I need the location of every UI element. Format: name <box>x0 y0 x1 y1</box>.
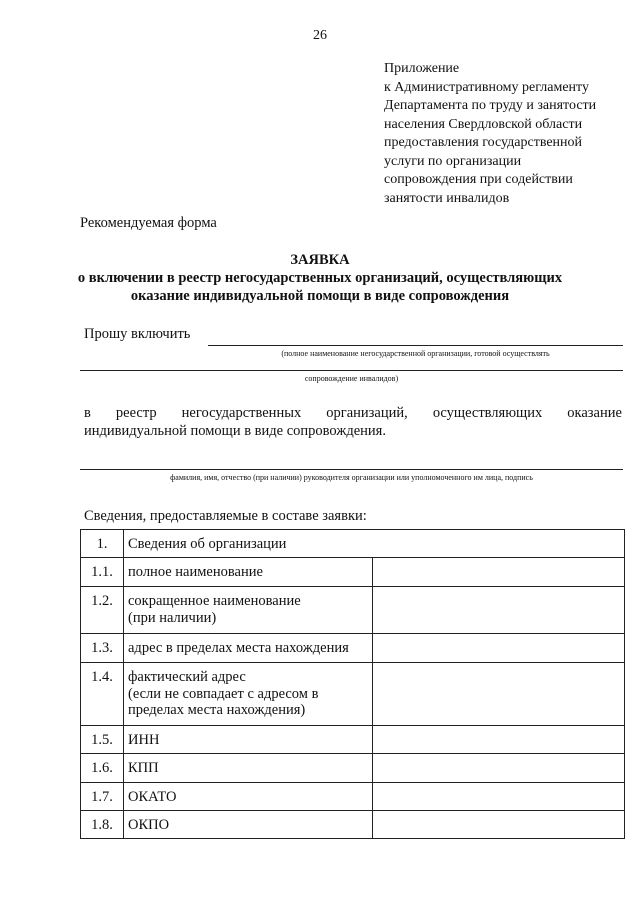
row-label-line: сокращенное наименование <box>128 593 301 609</box>
table-row <box>81 663 625 726</box>
row-label-line: фактический адрес <box>128 669 246 685</box>
body-word: организаций, <box>326 405 408 421</box>
signature-line <box>80 469 623 470</box>
row-label <box>124 663 373 726</box>
row-label <box>124 754 373 783</box>
table-row <box>81 783 625 811</box>
title-main: ЗАЯВКА <box>290 252 350 268</box>
document-title <box>0 251 640 305</box>
row-number: 1.7. <box>81 783 124 811</box>
request-body <box>84 404 622 440</box>
body-word: в <box>84 405 91 421</box>
table-row <box>81 634 625 663</box>
row-value-cell[interactable] <box>373 726 625 754</box>
appendix-line: предоставления государственной <box>384 135 583 150</box>
table-row <box>81 587 625 634</box>
row-value-cell[interactable] <box>373 634 625 663</box>
body-word: негосударственных <box>181 405 302 421</box>
row-label <box>124 726 373 754</box>
appendix-line: Приложение <box>384 61 460 76</box>
signature-hint: фамилия, имя, отчество (при наличии) руководителя организации или уполномоченного им лица, подпись <box>170 473 533 482</box>
row-number: 1.4. <box>81 663 124 726</box>
row-label <box>124 811 373 839</box>
row-label <box>124 587 373 634</box>
appendix-line: к Административному регламенту <box>384 79 589 95</box>
request-label: Прошу включить <box>84 326 191 342</box>
row-number: 1.8. <box>81 811 124 839</box>
body-word: осуществляющих <box>432 405 543 421</box>
row-label-line: ИНН <box>128 732 160 748</box>
row-label-line: адрес в пределах места нахождения <box>128 640 349 656</box>
row-label-line: ОКПО <box>128 817 170 833</box>
row-label <box>124 783 373 811</box>
row-value-cell[interactable] <box>373 558 625 587</box>
title-line: о включении в реестр негосударственных организаций, осуществляющих <box>77 270 563 286</box>
body-word: оказание <box>567 405 622 421</box>
row-label-line: ОКАТО <box>128 789 177 805</box>
org-name-line <box>208 345 623 346</box>
body-line: индивидуальной помощи в виде сопровождения. <box>84 423 386 439</box>
header-label: Сведения об организации <box>124 530 625 558</box>
row-number: 1.6. <box>81 754 124 783</box>
row-label-line: полное наименование <box>128 564 263 580</box>
body-line <box>84 404 622 422</box>
organization-info-table <box>80 529 625 839</box>
row-number: 1. <box>81 530 124 558</box>
appendix-line: услуги по организации <box>384 153 522 169</box>
section-title: Сведения, предоставляемые в составе заявки: <box>84 508 367 524</box>
row-value-cell[interactable] <box>373 663 625 726</box>
row-label-line: пределах места нахождения) <box>128 702 306 718</box>
row-label-line: КПП <box>128 760 159 776</box>
appendix-line: сопровождения при содействии <box>384 172 573 187</box>
recommended-form-label: Рекомендуемая форма <box>80 215 217 231</box>
row-value-cell[interactable] <box>373 783 625 811</box>
appendix-block <box>384 60 634 208</box>
org-name-hint: (полное наименование негосударственной организации, готовой осуществлять <box>281 349 550 358</box>
appendix-line: занятости инвалидов <box>384 190 510 206</box>
appendix-line: Департамента по труду и занятости <box>384 98 597 113</box>
row-label-line: (если не совпадает с адресом в <box>128 685 319 702</box>
row-value-cell[interactable] <box>373 587 625 634</box>
row-number: 1.1. <box>81 558 124 587</box>
title-line: оказание индивидуальной помощи в виде сопровождения <box>130 288 510 304</box>
table-row <box>81 726 625 754</box>
page-number: 26 <box>313 28 327 43</box>
row-number: 1.5. <box>81 726 124 754</box>
row-label-line: (при наличии) <box>128 609 217 626</box>
row-value-cell[interactable] <box>373 811 625 839</box>
body-word: реестр <box>115 405 157 421</box>
row-number: 1.3. <box>81 634 124 663</box>
appendix-line: населения Свердловской области <box>384 116 583 132</box>
table-row <box>81 558 625 587</box>
row-value-cell[interactable] <box>373 754 625 783</box>
row-label <box>124 558 373 587</box>
org-name-hint-2: сопровождение инвалидов) <box>304 374 399 383</box>
table-header-row <box>81 530 625 558</box>
org-name-line-2 <box>80 370 623 371</box>
row-label <box>124 634 373 663</box>
row-number: 1.2. <box>81 587 124 634</box>
table-row <box>81 811 625 839</box>
table-row <box>81 754 625 783</box>
